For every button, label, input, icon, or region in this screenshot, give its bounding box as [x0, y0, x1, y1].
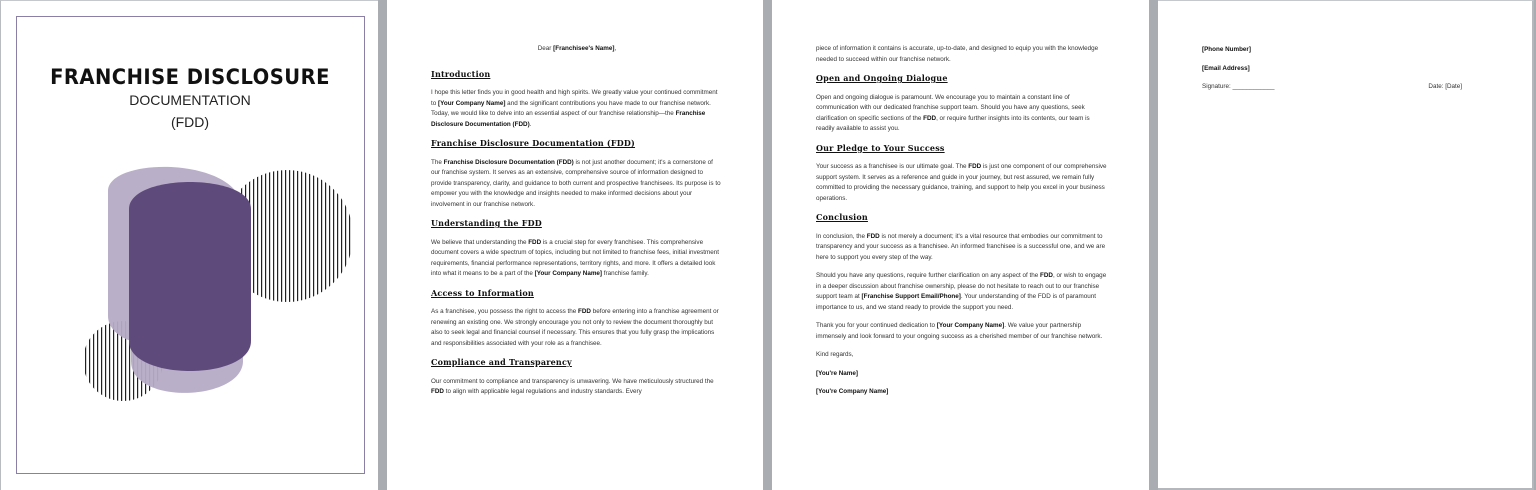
paragraph-fdd: The Franchise Disclosure Documentation (FDD) is not just another document; it's a cornerstone of our franchise system. It serves as an extensive, comprehensive source of information designed to provide transparency, clarity, and guidance to both current and prospective franchisees. Its purpose is to empower you with the knowledge and insights needed to make informed decisions about your involvement in our franchise network. — [431, 158, 721, 208]
heading-fdd: Franchise Disclosure Documentation (FDD) — [431, 138, 636, 148]
letter-body-part2 — [816, 44, 1109, 406]
paragraph-introduction: I hope this letter finds you in good health and high spirits. We greatly value your continued commitment to [Your Company Name] and the significant contributions you have made to our franchise network. Today, we would like to delve into an essential aspect of our franchise relationship—the Franchise Disclosure Documentation (FDD). — [431, 89, 718, 128]
heading-dialogue: Open and Ongoing Dialogue — [816, 73, 948, 83]
signature-field: Signature: ____________ — [1202, 83, 1275, 90]
paragraph-questions: Should you have any questions, require further clarification on any aspect of the FDD, or wish to engage in a deeper discussion about franchise ownership, please do not hesitate to reach out to our franchise support team at [Franchise Support Email/Phone]. Your understanding of the FDD is of paramount importance to us, and we stand ready to provide the support you need. — [816, 272, 1107, 311]
page-letter-1 — [387, 0, 763, 490]
page-cover — [0, 0, 378, 490]
date-field: Date: [Date] — [1428, 83, 1462, 90]
cover-graphic-icon — [81, 151, 351, 411]
sender-name: [You're Name] — [816, 369, 858, 377]
paragraph-conclusion: In conclusion, the FDD is not merely a document; it's a vital resource that embodies our commitment to transparency and your success as a franchisee. An informed franchisee is a successful one, and we are here to support you every step of the way. — [816, 232, 1106, 261]
paragraph-understanding: We believe that understanding the FDD is a crucial step for every franchisee. This comprehensive document covers a wide spectrum of topics, including but not limited to franchise fees, initial investment requirements, financial performance representations, territory rights, and more. It offers a detailed look into what it means to be a part of the [Your Company Name] franchise family. — [431, 238, 720, 277]
cover-acronym: (FDD) — [170, 114, 210, 130]
phone-number: [Phone Number] — [1202, 46, 1251, 53]
paragraph-access: As a franchisee, you possess the right to access the FDD before entering into a franchise agreement or renewing an existing one. We strongly encourage you not only to review the document thoroughly but also to seek legal and financial counsel if necessary. This ensures that you fully grasp the implications and responsibilities associated with your role as a franchisee. — [431, 308, 719, 347]
sender-company: [You're Company Name] — [816, 388, 889, 395]
paragraph-dialogue: Open and ongoing dialogue is paramount. We encourage you to maintain a constant line of communication with our dedicated franchise support team. Should you have any questions, seek clarification on specific sections of the FDD, or require further insights into its contents, our team is readily available to assist you. — [816, 93, 1090, 132]
heading-access: Access to Information — [431, 287, 534, 298]
page-letter-2 — [772, 0, 1149, 490]
heading-introduction: Introduction — [431, 68, 491, 79]
heading-conclusion: Conclusion — [816, 212, 868, 222]
heading-compliance: Compliance and Transparency — [431, 357, 572, 367]
paragraph-pledge: Your success as a franchisee is our ultimate goal. The FDD is just one component of our comprehensive support system. It serves as a reference and guide in your journey, but rest assured, we remain fully committed to providing the necessary guidance, training, and support to help you excel in your business operations. — [816, 163, 1107, 202]
email-address: [Email Address] — [1202, 64, 1250, 72]
letter-body-part1 — [431, 44, 723, 406]
paragraph-thanks: Thank you for your continued dedication to [Your Company Name]. We value your partnership immensely and look forward to your ongoing success as a cherished member of our franchise network. — [816, 322, 1103, 340]
cover-title: FRANCHISE DISCLOSURE — [50, 65, 330, 89]
page-letter-3 — [1158, 0, 1534, 490]
salutation: Dear [Franchisee's Name], — [537, 45, 617, 52]
cover-subtitle: DOCUMENTATION — [129, 92, 251, 108]
heading-understanding: Understanding the FDD — [431, 218, 542, 228]
letter-body-part3 — [1202, 45, 1462, 93]
paragraph-compliance: Our commitment to compliance and transparency is unwavering. We have meticulously structured the FDD to align with applicable legal regulations and industry standards. Every — [431, 377, 714, 395]
paragraph-continuation: piece of information it contains is accurate, up-to-date, and designed to equip you with the knowledge needed to succeed within our franchise network. — [816, 45, 1099, 63]
heading-pledge: Our Pledge to Your Success — [816, 142, 945, 153]
signature-date-row — [1202, 82, 1462, 93]
closing: Kind regards, — [816, 351, 854, 358]
